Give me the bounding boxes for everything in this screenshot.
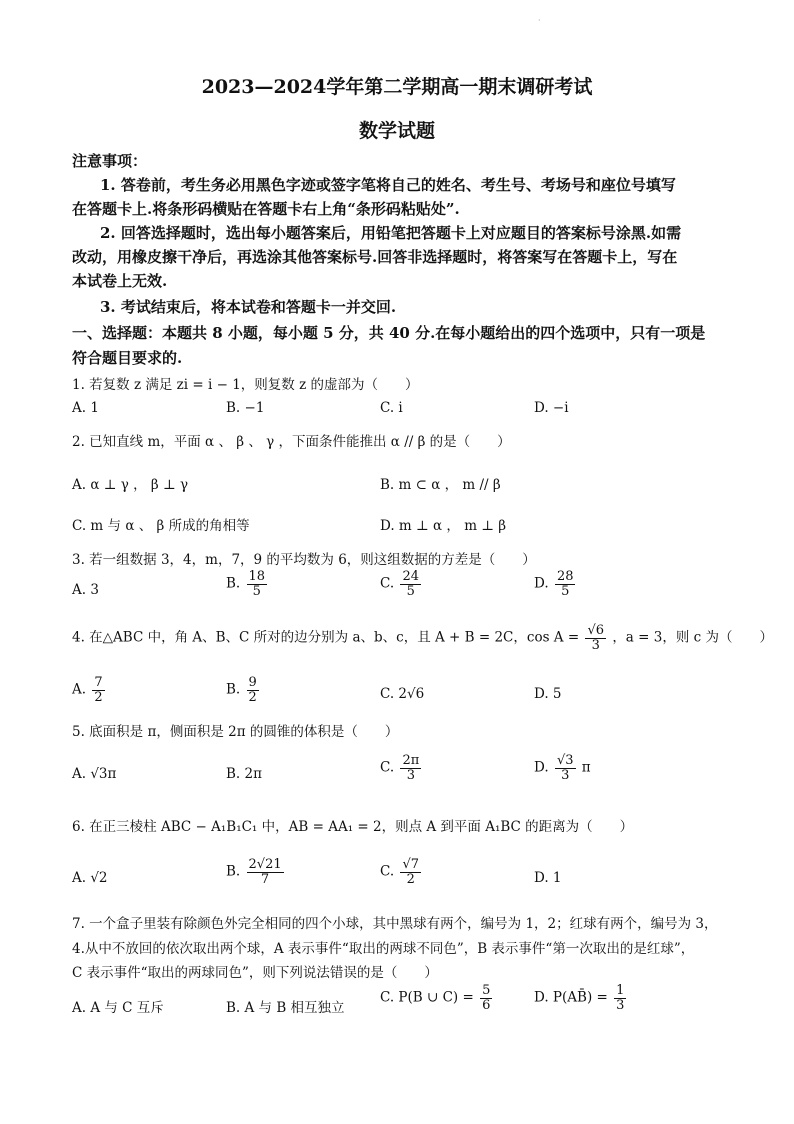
notice-item2-line1: 2. 回答选择题时，选出每小题答案后，用铅笔把答题卡上对应题目的答案标号涂黑.如需	[100, 224, 682, 242]
section1-line2: 符合题目要求的.	[72, 349, 183, 367]
q3-option-b: B. $\frac{18}{5}$	[226, 569, 266, 599]
q2-option-d: D. m ⊥ α ， m ⊥ β	[380, 518, 507, 534]
q5-option-c-fraction: $\frac{2\pi}{3}$	[402, 753, 420, 783]
q6-option-c: C. $\frac{√7}{2}$	[380, 857, 419, 887]
q7-line1: 7. 一个盒子里装有除颜色外完全相同的四个小球，其中黑球有两个，编号为 1，2；红球有两个，编号为 3，	[72, 916, 718, 932]
q2-option-c: C. m 与 α 、 β 所成的角相等	[72, 518, 250, 534]
q2-option-b: B. m ⊂ α ， m // β	[380, 477, 501, 493]
q6-option-b: B. $\frac{2√21}{7}$	[226, 857, 282, 887]
q7-option-a: A. A 与 C 互斥	[72, 1000, 164, 1016]
q7-option-d-fraction: $\frac{1}{3}$	[616, 983, 625, 1013]
notice-item1-line1: 1. 答卷前，考生务必用黑色字迹或签字笔将自己的姓名、考生号、考场号和座位号填写	[100, 176, 676, 194]
q6-option-a: A. √2	[72, 870, 108, 886]
q3-option-c-fraction: $\frac{24}{5}$	[402, 569, 419, 599]
q5-option-d-fraction: $\frac{√3}{3}$	[556, 753, 574, 783]
q3-option-a: A. 3	[72, 582, 99, 598]
notice-heading: 注意事项：	[72, 152, 148, 170]
q7-option-d: D. P(AB̄) = $\frac{1}{3}$	[534, 983, 625, 1013]
q3-option-c: C. $\frac{24}{5}$	[380, 569, 419, 599]
q7-line2: 4.从中不放回的依次取出两个球，A 表示事件“取出的两球不同色”，B 表示事件“第一次取出的是红球”，	[72, 941, 695, 957]
notice-item2-line3: 本试卷上无效.	[72, 272, 168, 290]
q4-option-d: D. 5	[534, 686, 562, 702]
q5-option-b: B. 2π	[226, 766, 262, 782]
q1-option-d: D. −i	[534, 400, 569, 416]
q1-option-c: C. i	[380, 400, 403, 416]
q4-option-c: C. 2√6	[380, 686, 425, 702]
q3-stem: 3. 若一组数据 3，4，m，7，9 的平均数为 6，则这组数据的方差是（ ）	[72, 552, 536, 568]
page-mark: ·	[538, 16, 541, 25]
q4-option-a-fraction: $\frac{7}{2}$	[94, 675, 103, 705]
q5-option-a: A. √3π	[72, 766, 117, 782]
section1-line1: 一、选择题：本题共 8 小题，每小题 5 分，共 40 分.在每小题给出的四个选项中，只有一项是	[72, 324, 706, 342]
q6-stem: 6. 在正三棱柱 ABC − A₁B₁C₁ 中，AB = AA₁ = 2，则点 A 到平面 A₁BC 的距离为（ ）	[72, 819, 634, 835]
q1-option-a: A. 1	[72, 400, 99, 416]
q4-option-b-fraction: $\frac{9}{2}$	[248, 675, 257, 705]
q5-option-c: C. $\frac{2\pi}{3}$	[380, 753, 420, 783]
q2-stem: 2. 已知直线 m，平面 α 、 β 、 γ ，下面条件能推出 α // β 的是（ ）	[72, 434, 511, 450]
q7-option-c: C. P(B ∪ C) = $\frac{5}{6}$	[380, 983, 491, 1013]
q1-stem: 1. 若复数 z 满足 zi = i − 1，则复数 z 的虚部为（ ）	[72, 377, 419, 393]
q3-option-d: D. $\frac{28}{5}$	[534, 569, 574, 599]
notice-item1-line2: 在答题卡上.将条形码横贴在答题卡右上角“条形码粘贴处”.	[72, 200, 460, 218]
q7-option-c-fraction: $\frac{5}{6}$	[482, 983, 491, 1013]
q6-option-d: D. 1	[534, 870, 562, 886]
q7-option-b: B. A 与 B 相互独立	[226, 1000, 345, 1016]
q1-option-b: B. −1	[226, 400, 265, 416]
q5-option-d: D. $\frac{√3}{3}$ π	[534, 753, 591, 783]
q7-line3: C 表示事件“取出的两球同色”，则下列说法错误的是（ ）	[72, 965, 438, 981]
q6-option-b-fraction: $\frac{2√21}{7}$	[248, 857, 282, 887]
q2-option-a: A. α ⊥ γ ， β ⊥ γ	[72, 477, 189, 493]
q4-option-b: B. $\frac{9}{2}$	[226, 675, 257, 705]
q4-stem-fraction: $\frac{√6}{3}$	[587, 623, 605, 653]
notice-item2-line2: 改动，用橡皮擦干净后，再选涂其他答案标号.回答非选择题时，将答案写在答题卡上，写在	[72, 248, 678, 266]
q5-stem: 5. 底面积是 π，侧面积是 2π 的圆锥的体积是（ ）	[72, 724, 399, 740]
exam-subtitle: 数学试题	[358, 120, 435, 142]
q6-option-c-fraction: $\frac{√7}{2}$	[402, 857, 419, 887]
exam-title: 2023—2024学年第二学期高一期末调研考试	[201, 76, 593, 98]
notice-item3: 3. 考试结束后，将本试卷和答题卡一并交回.	[100, 298, 397, 316]
q4-option-a: A. $\frac{7}{2}$	[72, 675, 103, 705]
q4-stem: 4. 在△ABC 中，角 A、B、C 所对的边分别为 a、b、c，且 A + B = 2C，cos A = $\frac{√6}{3}$ ，a = 3，则 c 为（ ）	[72, 623, 773, 653]
q3-option-d-fraction: $\frac{28}{5}$	[556, 569, 574, 599]
q3-option-b-fraction: $\frac{18}{5}$	[248, 569, 266, 599]
